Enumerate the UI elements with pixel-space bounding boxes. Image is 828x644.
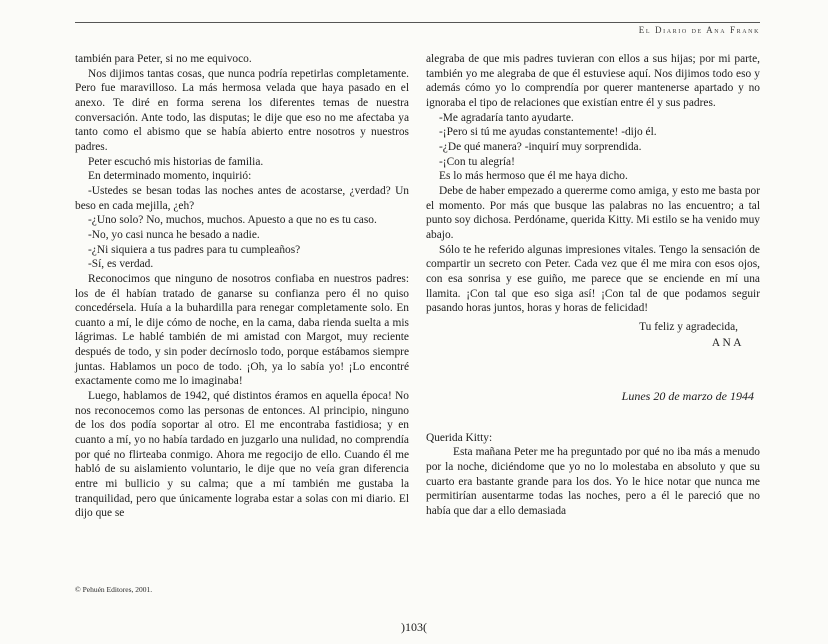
paragraph: Querida Kitty: — [426, 431, 493, 444]
paragraph: Es lo más hermoso que él me haya dicho. — [439, 170, 628, 183]
paragraph: Lunes 20 de marzo de 1944 — [621, 389, 754, 404]
running-title: El Diario de Ana Frank — [638, 25, 760, 35]
paragraph: Peter escuchó mis historias de familia. — [88, 155, 264, 168]
left-column — [75, 52, 409, 521]
copyright-notice: © Pehuén Editores, 2001. — [75, 585, 153, 594]
paragraph: Tu feliz y agradecida, — [639, 320, 738, 333]
paragraph: Esta mañana Peter me ha preguntado por qué no iba más a menudo por la noche, diciéndome que yo no lo molestaba en absoluto y que su cuarto era bastante grande para los dos. Yo le hice notar que nunca me permitirían ausentarme todas las noches, pero a él le pareció que no había que dar a ello demasiada — [426, 446, 760, 518]
paragraph: alegraba de que mis padres tuvieran con ellos a sus hijas; por mi parte, también yo me alegraba de que él estuviese aquí. Nos dijimos todo eso y además cómo yo lo comprendía por querer mantenerse apartado y no ignoraba el tipo de relaciones que existían entre él y sus padres. — [426, 53, 760, 109]
right-column — [426, 52, 760, 521]
paragraph: Debe de haber empezado a quererme como amiga, y esto me basta por el momento. Por más que busque las palabras no las encuentro; a tal punto soy dichosa. Perdóname, querida Kitty. Mi estilo se ha venido muy abajo. — [426, 184, 761, 241]
paragraph: también para Peter, si no me equivoco. — [75, 53, 252, 65]
paragraph: -¿Ni siquiera a tus padres para tu cumpleaños? — [88, 243, 301, 256]
paragraph: -¡Pero si tú me ayudas constantemente! -dijo él. — [439, 126, 657, 139]
paragraph: Reconocimos que ninguno de nosotros confiaba en nuestros padres: los de él habían tratado de ganarse su confianza pero él no quiso concedérsela. Huía a la buhardilla para renegar completamente solo. En cuanto a mí, le dije cómo de noche, en la cama, daba rienda suelta a mis lágrimas. Le hablé también de mi amistad con Margot, muy reciente después de todo, y sin poder decírnoslo todo, porque estábamos siempre juntas. Hablamos un poco de todo. ¡Oh, ya lo sabía yo! ¡Lo encontré exactamente como me lo imaginaba! — [75, 272, 409, 388]
text-columns — [75, 52, 760, 521]
paragraph: En determinado momento, inquirió: — [88, 170, 252, 183]
paragraph: -No, yo casi nunca he besado a nadie. — [88, 228, 260, 241]
paragraph: -Ustedes se besan todas las noches antes de acostarse, ¿verdad? Un beso en cada mejilla, ¿eh? — [75, 184, 409, 212]
paragraph: -¿Uno solo? No, muchos, muchos. Apuesto a que no es tu caso. — [88, 214, 377, 227]
paragraph: -¡Con tu alegría! — [439, 155, 515, 168]
page-header — [75, 22, 760, 35]
paragraph: -Me agradaría tanto ayudarte. — [439, 111, 574, 124]
paragraph: -Sí, es verdad. — [88, 258, 154, 271]
paragraph: -¿De qué manera? -inquirí muy sorprendida. — [439, 140, 642, 153]
page-number: )103( — [401, 620, 427, 634]
paragraph: ANA — [711, 337, 744, 350]
paragraph: Luego, hablamos de 1942, qué distintos éramos en aquella época! No nos reconocemos como las personas de entonces. Al principio, ninguno de los dos podía soportar al otro. El me encontraba fastidiosa; y en cuanto a mí, yo no había tardado en juzgarlo una nulidad, no comprendía por qué no flirteaba conmigo. Ahora me regocijo de ello. Cuando él me habló de su aislamiento voluntario, le dije que no veía gran diferencia entre mi bullicio y su calma; que a mí también me gustaba la tranquilidad, pero que únicamente lograba estar a solas con mi diario. El dijo que se — [75, 390, 409, 520]
paragraph: Sólo te he referido algunas impresiones vitales. Tengo la sensación de compartir un secreto con Peter. Cada vez que él me mira con esos ojos, con esa sonrisa y ese guiño, me parece que se enciende en mí una llamita. ¡Con tal que eso siga así! ¡Con tal de que podamos seguir pasando horas juntos, horas y horas de felicidad! — [426, 243, 760, 315]
paragraph: Nos dijimos tantas cosas, que nunca podría repetirlas completamente. Pero fue maravilloso. La más hermosa velada que haya pasado en el anexo. Te diré en forma serena los diferentes temas de nuestra conversación. Ante todo, las disputas; le dije que eso no me afectaba ya tanto como el abismo que se había abierto entre nosotros y nuestros padres. — [75, 67, 409, 153]
